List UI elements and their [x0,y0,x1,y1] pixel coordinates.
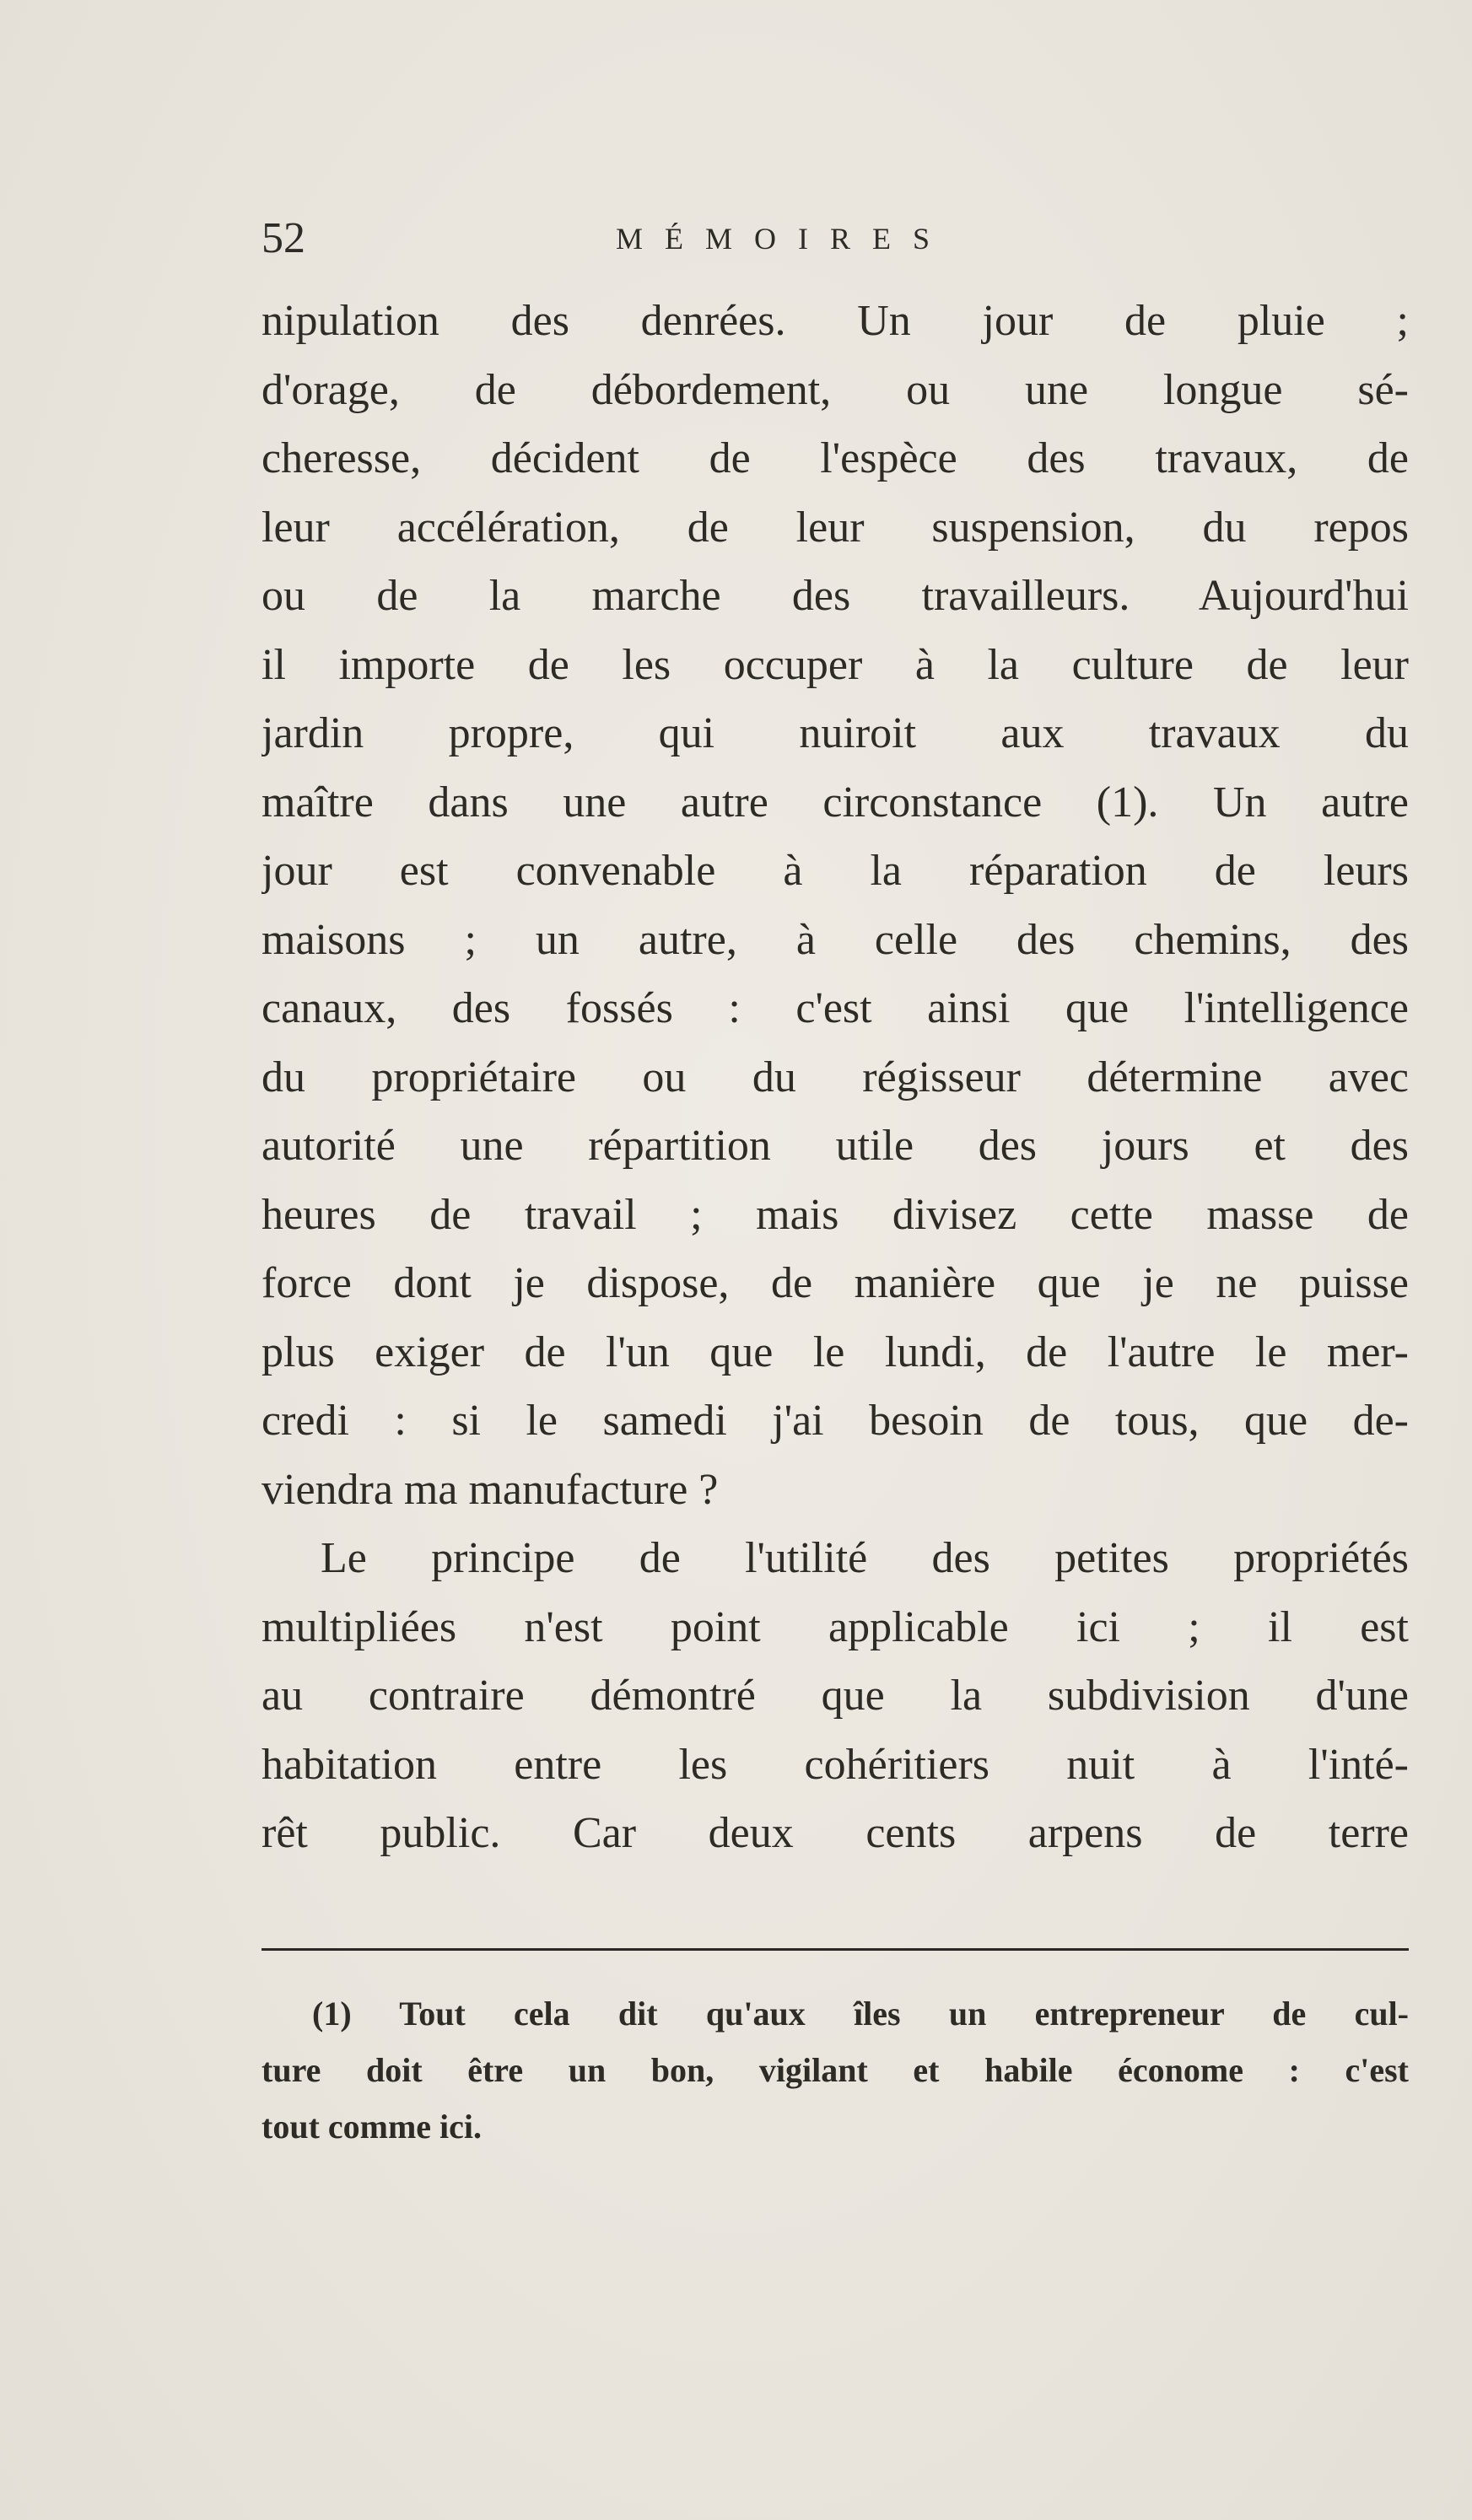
page-header [262,209,1409,268]
text-line: jardin propre, qui nuiroit aux travaux du [262,709,1409,757]
footnote-line: (1) Tout cela dit qu'aux îles un entrepreneur de cul- [312,1995,1409,2033]
footnote-line: tout comme ici. [262,2108,483,2146]
text-line: d'orage, de débordement, ou une longue sé- [262,365,1409,414]
page-number: 52 [262,214,305,262]
text-line: maître dans une autre circonstance (1). Un autre [262,778,1409,827]
text-line: habitation entre les cohéritiers nuit à l'inté- [262,1740,1409,1789]
footnote [262,1985,1409,2155]
running-head: MÉMOIRES [616,222,952,256]
text-line-paragraph-end: viendra ma manufacture ? [262,1465,719,1514]
text-line: jour est convenable à la réparation de leurs [262,847,1409,895]
text-line: maisons ; un autre, à celle des chemins, des [262,915,1409,964]
text-line: leur accélération, de leur suspension, du repos [262,503,1409,552]
text-line: autorité une répartition utile des jours et des [262,1122,1409,1170]
text-line: nipulation des denrées. Un jour de pluie ; [262,297,1409,345]
text-line: il importe de les occuper à la culture de leur [262,640,1409,689]
text-line: plus exiger de l'un que le lundi, de l'autre le mer- [262,1327,1409,1376]
text-line: rêt public. Car deux cents arpens de terre [262,1809,1409,1857]
main-text [262,287,1409,1868]
text-line: canaux, des fossés : c'est ainsi que l'intelligence [262,984,1409,1032]
text-line: heures de travail ; mais divisez cette masse de [262,1190,1409,1239]
text-line: au contraire démontré que la subdivision d'une [262,1672,1409,1720]
text-line: force dont je dispose, de manière que je ne puisse [262,1259,1409,1307]
text-line: ou de la marche des travailleurs. Aujourd'hui [262,572,1409,620]
footnote-divider [262,1948,1409,1951]
text-line: credi : si le samedi j'ai besoin de tous, que de- [262,1397,1409,1445]
text-line: cheresse, décident de l'espèce des travaux, de [262,434,1409,482]
text-line-paragraph-start: Le principe de l'utilité des petites propriétés [321,1534,1409,1582]
footnote-line: ture doit être un bon, vigilant et habile économe : c'est [262,2051,1409,2089]
text-line: multipliées n'est point applicable ici ; il est [262,1602,1409,1651]
text-line: du propriétaire ou du régisseur détermine avec [262,1053,1409,1101]
